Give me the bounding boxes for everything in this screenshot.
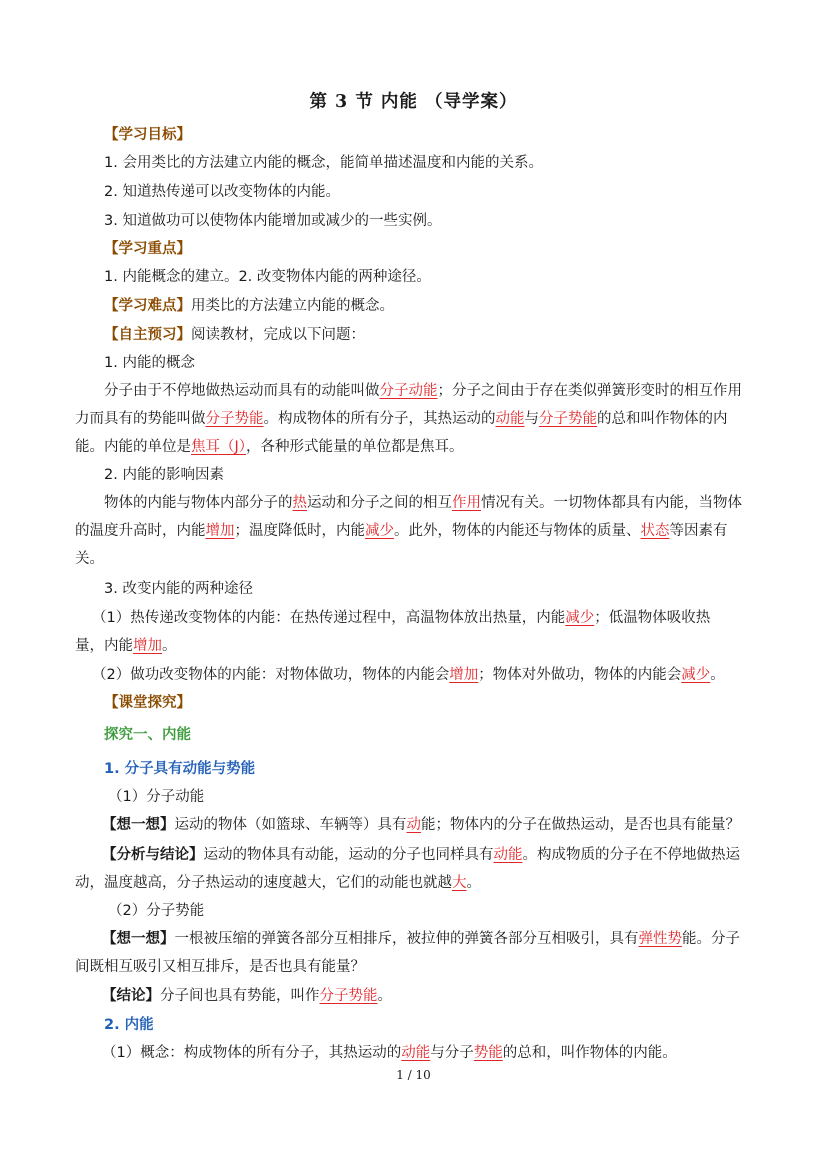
explore-a1: 【分析与结论】运动的物体具有动能，运动的分子也同样具有动能。构成物质的分子在不停地做热运: [102, 847, 740, 863]
page-title: 第 3 节 内能 （导学案）: [309, 92, 518, 112]
explore-sub1: 探究一、内能: [104, 727, 191, 743]
explore-q2: 【想一想】一根被压缩的弹簧各部分互相排斥，被拉伸的弹簧各部分互相吸引，具有弹性势能。分子: [102, 931, 740, 947]
explore-q2-cont: 间既相互吸引又相互排斥，是否也具有能量？: [75, 959, 365, 975]
goal-item-1: 1. 会用类比的方法建立内能的概念，能简单描述温度和内能的关系。: [104, 155, 543, 171]
preview-s1-line1: 分子由于不停地做热运动而具有的动能叫做分子动能；分子之间由于存在类似弹簧形变时的相互作用: [104, 383, 742, 399]
preview-s3-p1-cont: 量，内能增加。: [75, 638, 177, 654]
page-number: 1 / 10: [396, 1068, 431, 1082]
preview-s3-title: 3. 改变内能的两种途径: [104, 581, 253, 597]
preview-s2-line1: 物体的内能与物体内部分子的热运动和分子之间的相互作用情况有关。一切物体都具有内能，当物体: [104, 495, 742, 511]
goal-item-3: 3. 知道做功可以使物体内能增加或减少的一些实例。: [104, 213, 442, 229]
focus-heading: 【学习重点】: [104, 241, 191, 257]
preview-s1-title: 1. 内能的概念: [104, 355, 195, 371]
difficulty-line: 【学习难点】用类比的方法建立内能的概念。: [104, 298, 394, 314]
preview-s1-line2: 力而具有的势能叫做分子势能。构成物体的所有分子，其热运动的动能与分子势能的总和叫作物体的内: [75, 411, 728, 427]
preview-s2-title: 2. 内能的影响因素: [104, 467, 224, 483]
preview-s1-line3: 能。内能的单位是焦耳（J），各种形式能量的单位都是焦耳。: [75, 439, 464, 455]
goals-heading: 【学习目标】: [104, 127, 191, 143]
explore-q1: 【想一想】运动的物体（如篮球、车辆等）具有动能；物体内的分子在做热运动，是否也具有能量？: [102, 817, 740, 833]
preview-s2-line2: 的温度升高时，内能增加；温度降低时，内能减少。此外，物体的内能还与物体的质量、状态等因素有: [75, 523, 728, 539]
preview-s3-p1: （1）热传递改变物体的内能：在热传递过程中，高温物体放出热量，内能减少；低温物体吸收热: [92, 610, 711, 626]
explore-t2: 2. 内能: [104, 1017, 154, 1033]
explore-k2: （2）分子势能: [108, 903, 205, 919]
preview-line: 【自主预习】阅读教材，完成以下问题：: [104, 327, 365, 343]
explore-d1: （1）概念：构成物体的所有分子，其热运动的动能与分子势能的总和，叫作物体的内能。: [102, 1045, 677, 1061]
goal-item-2: 2. 知道热传递可以改变物体的内能。: [104, 184, 340, 200]
preview-s3-p2: （2）做功改变物体的内能：对物体做功，物体的内能会增加；物体对外做功，物体的内能会减少。: [92, 667, 725, 683]
explore-heading: 【课堂探究】: [104, 695, 191, 711]
explore-a1-cont: 动，温度越高，分子热运动的速度越大，它们的动能也就越大。: [75, 875, 481, 891]
explore-t1: 1. 分子具有动能与势能: [104, 761, 256, 777]
preview-s2-line3: 关。: [75, 551, 104, 567]
explore-k1: （1）分子动能: [108, 789, 205, 805]
explore-c2: 【结论】分子间也具有势能，叫作分子势能。: [102, 988, 392, 1004]
focus-text: 1. 内能概念的建立。2. 改变物体内能的两种途径。: [104, 269, 431, 285]
